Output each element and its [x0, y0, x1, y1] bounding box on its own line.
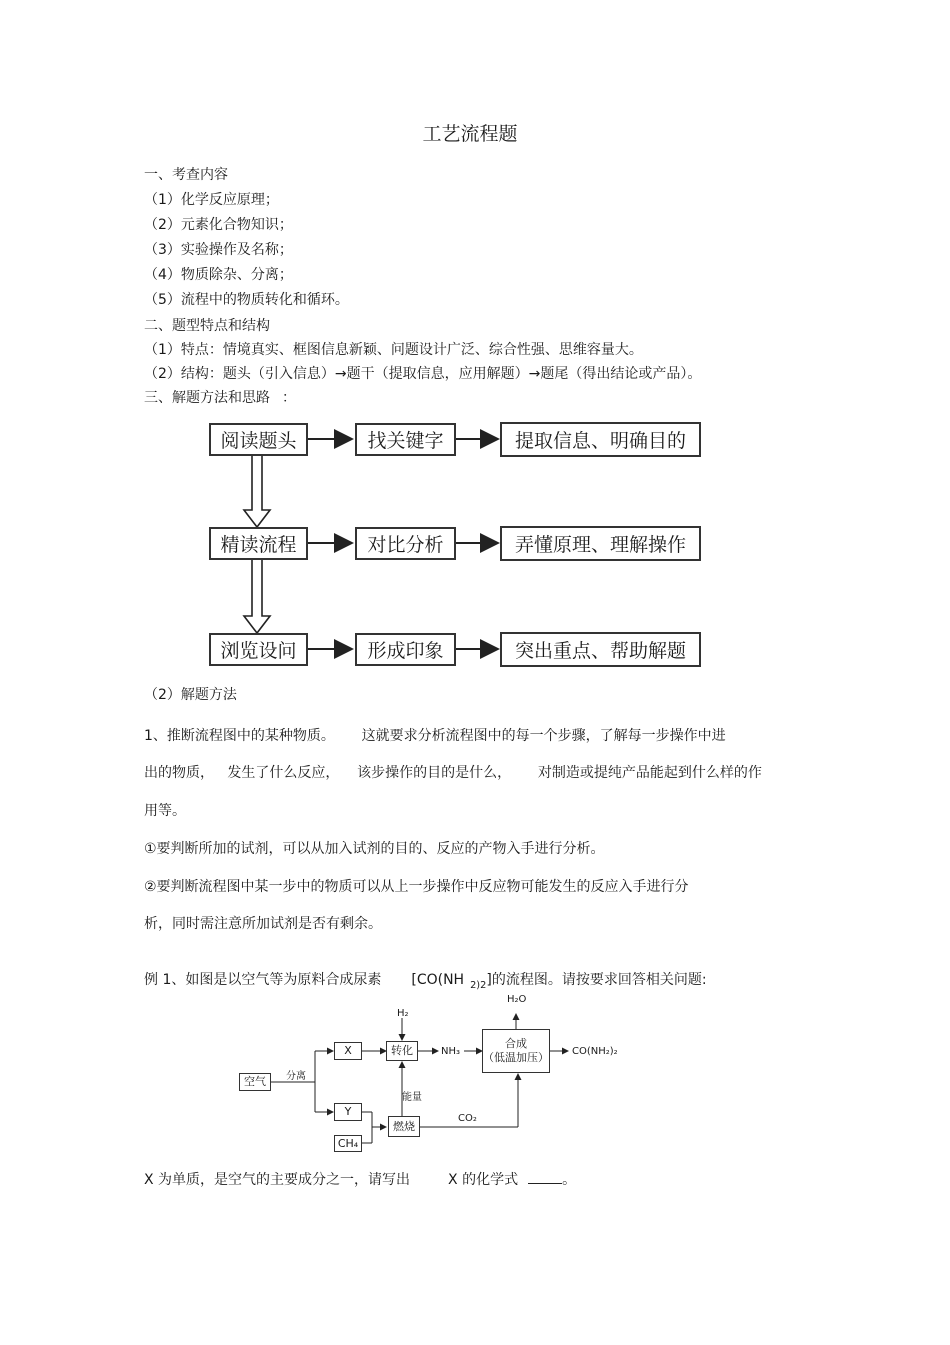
ch4-box: CH₄ — [334, 1135, 362, 1152]
list-item: （3）实验操作及名称； — [144, 242, 293, 258]
section-heading — [144, 387, 296, 407]
example-formula: [CO(NH — [411, 972, 465, 988]
section-heading: 二、题型特点和结构 — [144, 318, 270, 334]
down-arrow — [244, 455, 270, 527]
list-item: （2）结构：题头（引入信息）→题干（提取信息，应用解题）→题尾（得出结论或产品）。 — [144, 366, 702, 382]
paragraph-line: 出的物质， 发生了什么反应， 该步操作的目的是什么， 对制造或提纯产品能起到什么样的作 — [144, 765, 762, 781]
y-box: Y — [334, 1103, 362, 1121]
flow-box: 弄懂原理、理解操作 — [500, 526, 701, 561]
energy-label: 能量 — [402, 1092, 422, 1103]
method-heading: （2）解题方法 — [144, 687, 237, 703]
flow-box: 浏览设问 — [209, 633, 308, 666]
synthesis-label: 合成 — [505, 1037, 527, 1050]
h2-label: H₂ — [397, 1008, 409, 1019]
question-part2: X 的化学式 — [448, 1172, 519, 1188]
flow-box: 突出重点、帮助解题 — [500, 632, 701, 667]
product-label: CO(NH₂)₂ — [572, 1046, 618, 1057]
flow-box: 找关键字 — [355, 423, 456, 456]
flow-box: 阅读题头 — [209, 423, 308, 456]
nh3-label: NH₃ — [441, 1046, 461, 1057]
air-box: 空气 — [239, 1073, 271, 1091]
burn-box: 燃烧 — [388, 1116, 420, 1137]
paragraph-line: ①要判断所加的试剂，可以从加入试剂的目的、反应的产物入手进行分析。 — [144, 841, 605, 857]
example-prefix: 例 1、如图是以空气等为原料合成尿素 — [144, 972, 382, 988]
answer-blank[interactable] — [528, 1171, 562, 1184]
paragraph-line: 析，同时需注意所加试剂是否有剩余。 — [144, 916, 382, 932]
question-line — [144, 1169, 576, 1189]
down-arrow — [244, 559, 270, 633]
question-end: 。 — [562, 1172, 577, 1188]
co2-label: CO₂ — [458, 1113, 477, 1124]
example-suffix: ]的流程图。请按要求回答相关问题: — [486, 972, 707, 988]
flow-box: 提取信息、明确目的 — [500, 422, 701, 457]
section-heading-text: 三、解题方法和思路 — [144, 390, 270, 406]
section-heading: 一、考查内容 — [144, 167, 228, 183]
flow-box: 对比分析 — [355, 527, 456, 560]
x-box: X — [334, 1042, 362, 1060]
list-item: （5）流程中的物质转化和循环。 — [144, 292, 349, 308]
flow-box: 精读流程 — [209, 527, 308, 560]
list-item: （1）特点：情境真实、框图信息新颖、问题设计广泛、综合性强、思维容量大。 — [144, 342, 643, 358]
h2o-label: H₂O — [507, 994, 527, 1005]
list-item: （2）元素化合物知识； — [144, 217, 293, 233]
section-heading-colon: ： — [282, 390, 296, 406]
paragraph-line: 用等。 — [144, 803, 186, 819]
list-item: （1）化学反应原理； — [144, 192, 279, 208]
paragraph-line: 1、推断流程图中的某种物质。 这就要求分析流程图中的每一个步骤，了解每一步操作中进 — [144, 728, 726, 744]
question-part1: X 为单质，是空气的主要成分之一，请写出 — [144, 1172, 411, 1188]
flow-box: 形成印象 — [355, 633, 456, 666]
example-formula-sub: 2)2 — [470, 979, 487, 991]
synthesis-box — [482, 1029, 550, 1073]
list-item: （4）物质除杂、分离； — [144, 267, 293, 283]
synthesis-condition: （低温加压） — [483, 1051, 549, 1064]
example-line — [144, 969, 707, 991]
paragraph-line: ②要判断流程图中某一步中的物质可以从上一步操作中反应物可能发生的反应入手进行分 — [144, 879, 689, 895]
convert-box: 转化 — [386, 1041, 418, 1061]
separate-label: 分离 — [286, 1071, 306, 1082]
page-title: 工艺流程题 — [422, 123, 518, 145]
